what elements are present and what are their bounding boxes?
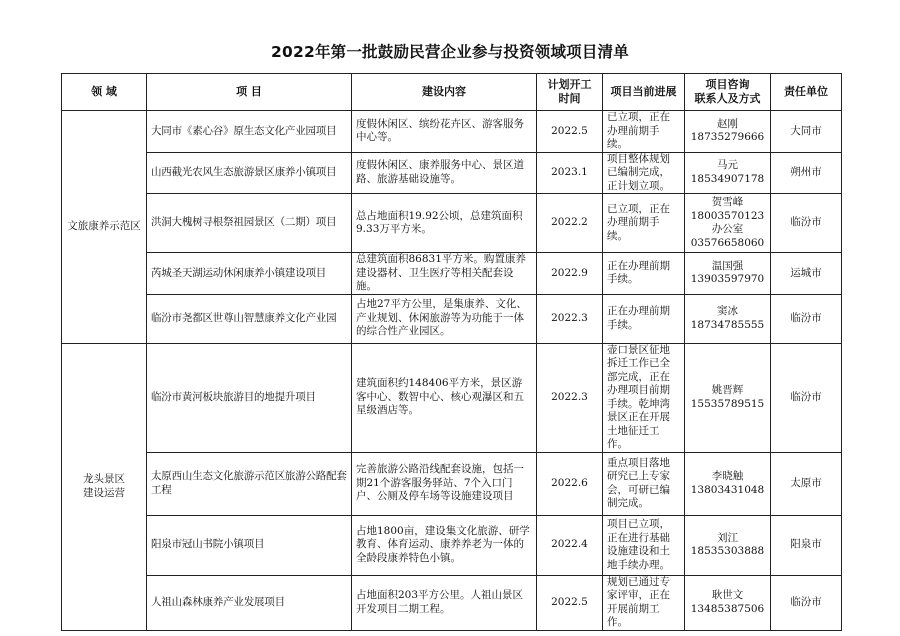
unit-cell: 临汾市: [771, 343, 842, 452]
contact-cell: 窦冰 18734785555: [685, 294, 771, 343]
date-cell: 2022.9: [537, 253, 603, 295]
page-title: 2022年第一批鼓励民营企业参与投资领域项目清单: [271, 43, 629, 61]
project-cell: 大同市《素心谷》原生态文化产业园项目: [147, 111, 352, 153]
contact-cell: 温国强 13903597970: [685, 253, 771, 295]
contact-cell: 赵刚 18735279666: [685, 111, 771, 153]
unit-cell: 阳泉市: [771, 515, 842, 575]
unit-cell: 临汾市: [771, 194, 842, 253]
date-cell: 2022.4: [537, 515, 603, 575]
project-cell: 太原西山生态文化旅游示范区旅游公路配套工程: [147, 452, 352, 515]
table-row: [62, 343, 842, 452]
date-cell: 2022.5: [537, 575, 603, 630]
unit-cell: 临汾市: [771, 575, 842, 630]
progress-cell: 已立项，正在办理前期手续。: [603, 194, 685, 253]
project-cell: 洪洞大槐树寻根祭祖园景区（二期）项目: [147, 194, 352, 253]
header-unit: 责任单位: [771, 74, 842, 111]
header-progress: 项目当前进展: [603, 74, 685, 111]
project-cell: 临汾市尧都区世尊山智慧康养文化产业园: [147, 294, 352, 343]
content-cell: 度假休闲区、康养服务中心、景区道路、旅游基础设施等。: [352, 152, 537, 194]
project-cell: 芮城圣天湖运动休闲康养小镇建设项目: [147, 253, 352, 295]
table-row: [62, 152, 842, 194]
content-cell: 度假休闲区、缤纷花卉区、游客服务中心等。: [352, 111, 537, 153]
progress-cell: 项目已立项，正在进行基础设施建设和土地手续办理。: [603, 515, 685, 575]
date-cell: 2022.6: [537, 452, 603, 515]
table-row: [62, 111, 842, 153]
table-row: [62, 294, 842, 343]
content-cell: 总占地面积19.92公顷，总建筑面积9.33万平方米。: [352, 194, 537, 253]
header-contact: 项目咨询 联系人及方式: [685, 74, 771, 111]
contact-cell: 刘江 18535303888: [685, 515, 771, 575]
table-row: [62, 575, 842, 630]
content-cell: 占地1800亩，建设集文化旅游、研学教育、体育运动、康养养老为一体的全龄段康养特色小镇。: [352, 515, 537, 575]
domain-cell: 龙头景区 建设运营: [62, 343, 147, 630]
unit-cell: 运城市: [771, 253, 842, 295]
date-cell: 2022.2: [537, 194, 603, 253]
table-row: [62, 194, 842, 253]
content-cell: 占地面积203平方公里。人祖山景区开发项目二期工程。: [352, 575, 537, 630]
project-table: [61, 73, 842, 631]
header-project: 项 目: [147, 74, 352, 111]
project-cell: 山西截光农风生态旅游景区康养小镇项目: [147, 152, 352, 194]
domain-cell: 文旅康养示范区: [62, 111, 147, 344]
header-content: 建设内容: [352, 74, 537, 111]
progress-cell: 正在办理前期手续。: [603, 294, 685, 343]
table-header-row: [62, 74, 842, 111]
table-row: [62, 515, 842, 575]
progress-cell: 规划已通过专家评审，正在开展前期工作。: [603, 575, 685, 630]
header-domain: 领 域: [62, 74, 147, 111]
content-cell: 完善旅游公路沿线配套设施，包括一期21个游客服务驿站、7个入口门户、公厕及停车场等设施建设项目: [352, 452, 537, 515]
progress-cell: 已立项，正在办理前期手续。: [603, 111, 685, 153]
date-cell: 2022.3: [537, 294, 603, 343]
unit-cell: 朔州市: [771, 152, 842, 194]
unit-cell: 大同市: [771, 111, 842, 153]
progress-cell: 壶口景区征地拆迁工作已全部完成，正在办理项目前期手续。乾坤湾景区正在开展土地征迁工作。: [603, 343, 685, 452]
project-cell: 人祖山森林康养产业发展项目: [147, 575, 352, 630]
date-cell: 2022.5: [537, 111, 603, 153]
content-cell: 总建筑面积86831平方米。购置康养建设器材、卫生医疗等相关配套设施。: [352, 253, 537, 295]
date-cell: 2023.1: [537, 152, 603, 194]
table-row: [62, 452, 842, 515]
project-cell: 临汾市黄河板块旅游目的地提升项目: [147, 343, 352, 452]
unit-cell: 太原市: [771, 452, 842, 515]
progress-cell: 重点项目落地研究已上专家会，可研已编制完成。: [603, 452, 685, 515]
project-cell: 阳泉市冠山书院小镇项目: [147, 515, 352, 575]
unit-cell: 临汾市: [771, 294, 842, 343]
content-cell: 占地27平方公里，是集康养、文化、产业规划、休闲旅游等为功能于一体的综合性产业园区。: [352, 294, 537, 343]
content-cell: 建筑面积约148406平方米，景区游客中心、数智中心、核心观瀑区和五星级酒店等。: [352, 343, 537, 452]
contact-cell: 贺雪峰 18003570123 办公室 03576658060: [685, 194, 771, 253]
contact-cell: 李晓触 13803431048: [685, 452, 771, 515]
contact-cell: 耿世文 13485387506: [685, 575, 771, 630]
contact-cell: 姚晋辉 15535789515: [685, 343, 771, 452]
progress-cell: 项目整体规划已编制完成，正计划立项。: [603, 152, 685, 194]
progress-cell: 正在办理前期手续。: [603, 253, 685, 295]
date-cell: 2022.3: [537, 343, 603, 452]
header-date: 计划开工 时间: [537, 74, 603, 111]
table-row: [62, 253, 842, 295]
contact-cell: 马元 18534907178: [685, 152, 771, 194]
